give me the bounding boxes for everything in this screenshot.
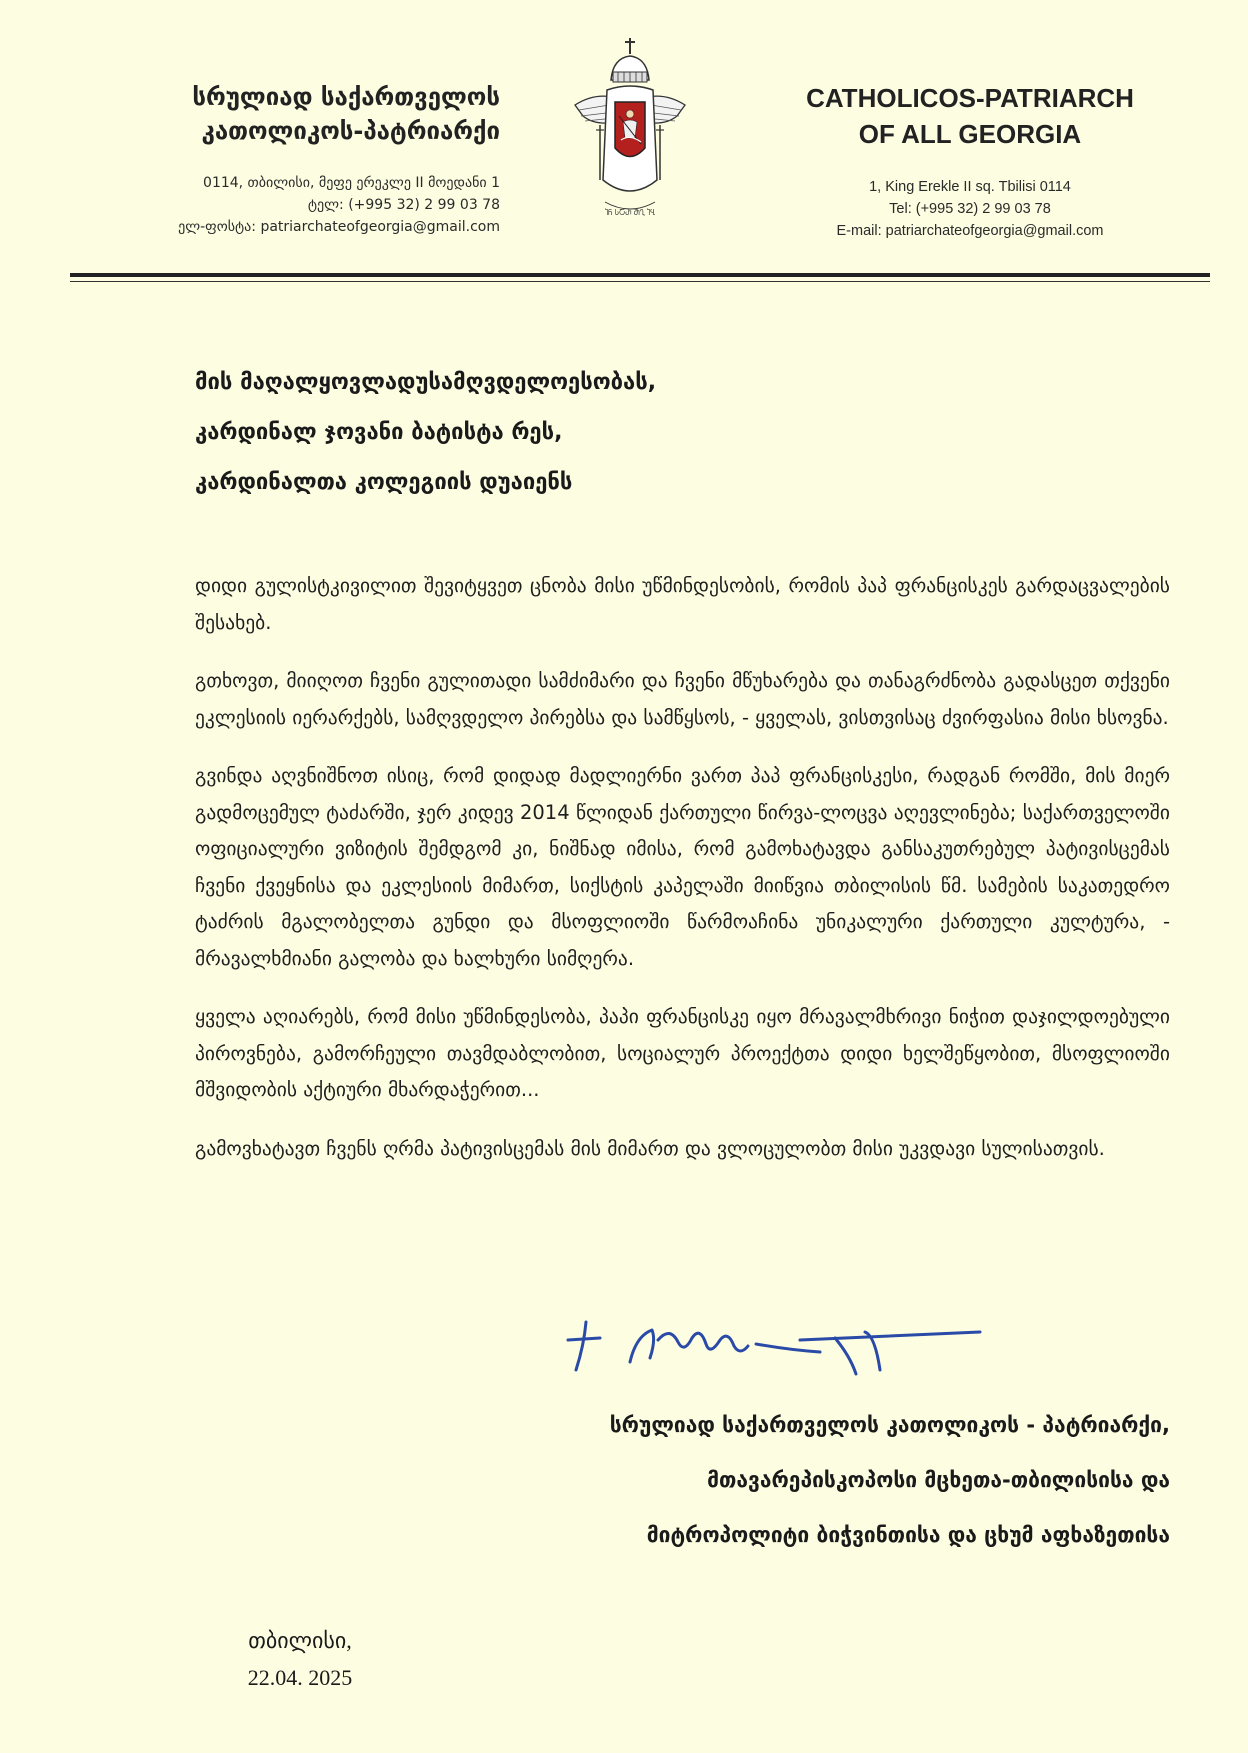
letterhead-right-email: E-mail: patriarchateofgeorgia@gmail.com [836, 223, 1104, 239]
place: თბილისი, [248, 1628, 352, 1653]
addressee-line3: კარდინალთა კოლეგიის დუაიენს [195, 470, 573, 495]
letterhead-left-phone: ტელ: (+995 32) 2 99 03 78 [307, 197, 500, 213]
addressee-line1: მის მაღალყოვლადუსამღვდელოესობას, [195, 370, 657, 395]
addressee-line2: კარდინალ ჯოვანი ბატისტა რეს, [195, 420, 563, 445]
signer-block [440, 1398, 1170, 1563]
place-date-block [200, 1622, 400, 1696]
letterhead-right-title-line1: CATHOLICOS-PATRIARCH [806, 83, 1134, 113]
letterhead-right-phone: Tel: (+995 32) 2 99 03 78 [889, 201, 1051, 217]
signer-line3: მიტროპოლიტი ბიჭვინთისა და ცხუმ აფხაზეთისა [646, 1523, 1170, 1547]
letterhead-divider-thin [70, 281, 1210, 282]
letterhead-left-title-line1: სრულიად საქართველოს [192, 83, 500, 111]
letterhead-left-title-line2: კათოლიკოს-პატრიარქი [201, 117, 500, 145]
letterhead-left [70, 80, 500, 238]
body-paragraph-2: გთხოვთ, მიიღოთ ჩვენი გულითადი სამძიმარი და ჩვენი მწუხარება და თანაგრძნობა გადასცეთ თქვენი ეკლესიის იერარქებს, სამღვდელო პირებსა და სამწყსოს, - ყველას, ვისთვისაც ძვირფასია მისი ხსოვნა. [195, 669, 1170, 729]
letterhead-left-email: ელ-ფოსტა: patriarchateofgeorgia@gmail.com [178, 219, 500, 235]
body-paragraph-4: ყველა აღიარებს, რომ მისი უწმინდესობა, პაპი ფრანცისკე იყო მრავალმხრივი ნიჭით დაჯილდოებული პიროვნება, გამორჩეული თავმდაბლობით, სოციალურ პროექტთა დიდი ხელშეწყობით, მსოფლიოში მშვიდობის აქტიური მხარდაჭერით... [195, 1005, 1170, 1101]
body-paragraph-1: დიდი გულისტკივილით შევიტყვეთ ცნობა მისი უწმინდესობის, რომის პაპ ფრანცისკეს გარდაცვალების შესახებ. [195, 574, 1170, 634]
body-paragraph-3: გვინდა აღვნიშნოთ ისიც, რომ დიდად მადლიერნი ვართ პაპ ფრანცისკესი, რადგან რომში, მის მიერ გადმოცემულ ტაძარში, ჯერ კიდევ 2014 წლიდან ქართული წირვა-ლოცვა აღევლინება; საქართველოში ოფიციალური ვიზიტის შემდგომ კი, ნიშნად იმისა, რომ გამოხატავდა განსაკუთრებულ პატივისცემას ჩვენი ქვეყნისა და ეკლესიის მიმართ, სიქსტის კაპელაში მიიწვია თბილისის წმ. სამების საკათედრო ტაძრის მგალობელთა გუნდი და მსოფლიოში წარმოაჩინა უნიკალური ქართული კულტურა, - მრავალხმიანი გალობა და ხალხური სიმღერა. [195, 764, 1170, 970]
signer-line2: მთავარეპისკოპოსი მცხეთა-თბილისისა და [707, 1468, 1170, 1492]
letterhead-divider-thick [70, 273, 1210, 277]
letterhead-right-title-line2: OF ALL GEORGIA [858, 119, 1082, 149]
letterhead-right-address: 1, King Erekle II sq. Tbilisi 0114 [869, 179, 1071, 195]
svg-text:ႨႬ ႱႠႰ ႫႢ ႨႡ: ႨႬ ႱႠႰ ႫႢ ႨႡ [604, 209, 656, 217]
letter-body [195, 568, 1170, 1189]
letterhead-right [755, 80, 1185, 242]
handwritten-signature-icon [560, 1300, 990, 1390]
body-paragraph-5: გამოვხატავთ ჩვენს ღრმა პატივისცემას მის მიმართ და ვლოცულობთ მისი უკვდავი სულისათვის. [195, 1136, 1105, 1160]
signer-line1: სრულიად საქართველოს კათოლიკოს - პატრიარქი, [609, 1413, 1170, 1437]
date: 22.04. 2025 [247, 1665, 353, 1690]
addressee-block [195, 358, 1095, 508]
letterhead-left-address: 0114, თბილისი, მეფე ერეკლე II მოედანი 1 [203, 175, 500, 191]
patriarchate-coat-of-arms-icon [555, 30, 705, 230]
